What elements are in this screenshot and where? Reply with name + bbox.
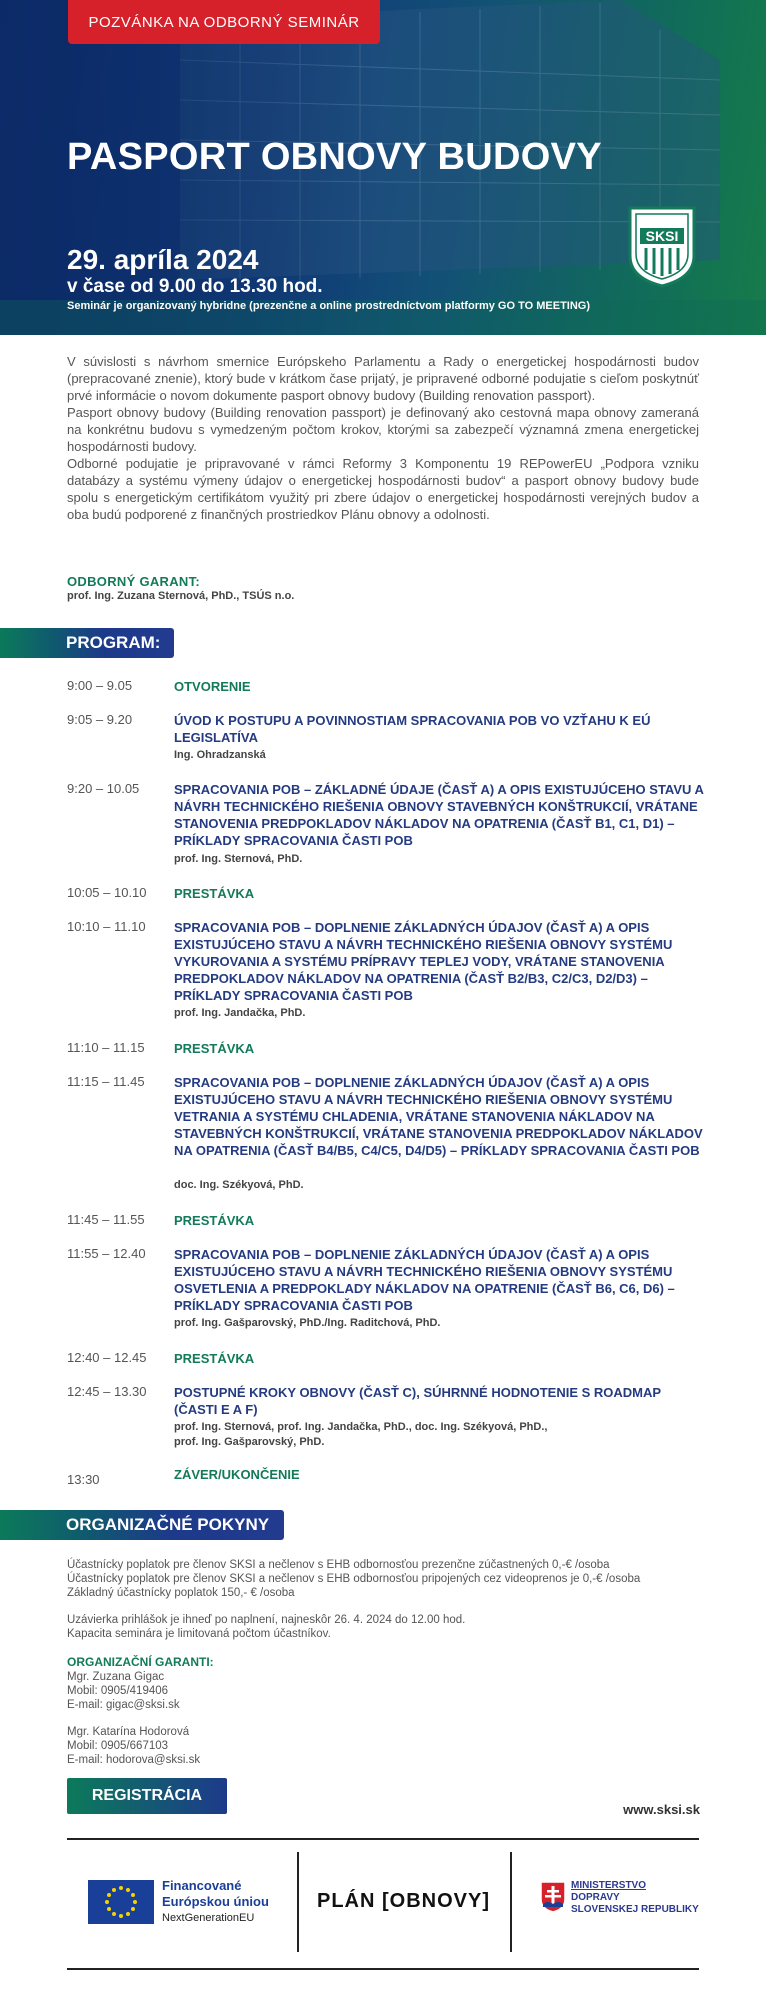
- program-time: 12:45 – 13.30: [67, 1384, 147, 1399]
- guarantor-email[interactable]: E-mail: gigac@sksi.sk: [67, 1699, 180, 1711]
- hybrid-note: Seminár je organizovaný hybridne (prezenčne a online prostredníctvom platformy GO TO MEETING): [67, 300, 591, 312]
- slovak-coat-of-arms-icon: [540, 1881, 566, 1913]
- program-time: 11:45 – 11.55: [67, 1212, 145, 1227]
- guarantor-name: Mgr. Zuzana Gigac: [67, 1671, 165, 1683]
- program-title: PRESTÁVKA: [174, 1213, 255, 1228]
- program-time: 9:20 – 10.05: [67, 781, 140, 796]
- program-time: 9:05 – 9.20: [67, 712, 133, 727]
- program-title: SPRACOVANIA POB – DOPLNENIE ZÁKLADNÝCH ÚDAJOV (ČASŤ A) A OPIS EXISTUJÚCEHO STAVU A NÁVRH TECHNICKÉHO RIEŠENIA OBNOVY SYSTÉMU OSVETLENIA A PREDPOKLADY NÁKLADOV NA OPATRENIE (ČASŤ B6, C6, D6) – PRÍKLADY SPRACOVANIA ČASTI POB: [174, 1247, 675, 1313]
- intro-paragraph: Odborné podujatie je pripravované v rámci Reformy 3 Komponentu 19 REPowerEU „Podpora vzniku databázy a systému výmeny údajov o energetickej hospodárnosti budov“ a pasport obnovy budovy bude spolu s energetickým certifikátom využitý pri zbere údajov o energetickej hospodárnosti verejných budov a oba budú podporené z finančných prostriedkov Plánu obnovy a odolnosti.: [67, 456, 699, 522]
- divider: [67, 1968, 699, 1970]
- ministry-line: DOPRAVY: [571, 1892, 620, 1903]
- program-time: 11:10 – 11.15: [67, 1040, 145, 1055]
- website-link[interactable]: www.sksi.sk: [623, 1802, 700, 1817]
- program-title: SPRACOVANIA POB – ZÁKLADNÉ ÚDAJE (ČASŤ A) A OPIS EXISTUJÚCEHO STAVU A NÁVRH TECHNICKÉHO RIEŠENIA OBNOVY STAVEBNÝCH KONŠTRUKCIÍ, VRÁTANE STANOVENIA PREDPOKLADOV NÁKLADOV NA OPATRENIA (ČASŤ B1, C1, D1) – PRÍKLADY SPRACOVANIA ČASTI POB: [174, 782, 704, 848]
- program-speaker: prof. Ing. Jandačka, PhD.: [174, 1007, 306, 1019]
- plan-obnovy-logo: PLÁN [OBNOVY]: [317, 1890, 490, 1912]
- program-time: 12:40 – 12.45: [67, 1350, 147, 1365]
- fee-line: Základný účastnícky poplatok 150,- € /osoba: [67, 1587, 295, 1599]
- page-title: PASPORT OBNOVY BUDOVY: [67, 136, 602, 178]
- ministry-logo-text: [571, 1880, 699, 1916]
- fee-line: Účastnícky poplatok pre členov SKSI a nečlenov s EHB odbornosťou pripojených cez videoprenos je 0,-€ /osoba: [67, 1573, 641, 1585]
- program-title: POSTUPNÉ KROKY OBNOVY (ČASŤ C), SÚHRNNÉ HODNOTENIE S ROADMAP (ČASTI E A F): [174, 1385, 661, 1417]
- program-time: 10:05 – 10.10: [67, 885, 147, 900]
- hero-banner: [0, 0, 766, 335]
- program-title: ZÁVER/UKONČENIE: [174, 1467, 300, 1482]
- eu-line: Financované: [162, 1878, 242, 1893]
- guarantor-name: Mgr. Katarína Hodorová: [67, 1726, 190, 1738]
- program-title: SPRACOVANIA POB – DOPLNENIE ZÁKLADNÝCH ÚDAJOV (ČASŤ A) A OPIS EXISTUJÚCEHO STAVU A NÁVRH TECHNICKÉHO RIEŠENIA OBNOVY SYSTÉMU VETRANIA A SYSTÉMU CHLADENIA, VRÁTANE STANOVENIA NÁKLADOV NA STAVEBNÝCH KONŠTRUKCIÍ, VRÁTANE STANOVENIA PREDPOKLADOV NÁKLADOV NA OPATRENIA (ČASŤ B4/B5, C4/C5, D4/D5) – PRÍKLADY SPRACOVANIA ČASTI POB: [174, 1075, 703, 1158]
- expert-guarantor-title: ODBORNÝ GARANT:: [67, 574, 201, 589]
- event-time: v čase od 9.00 do 13.30 hod.: [67, 276, 323, 297]
- registration-button[interactable]: REGISTRÁCIA: [67, 1778, 227, 1814]
- logo-separator: [510, 1852, 512, 1952]
- ministry-line: MINISTERSTVO: [571, 1880, 647, 1891]
- program-speaker: prof. Ing. Sternová, PhD.: [174, 853, 303, 865]
- deadline-text: Uzávierka prihlášok je ihneď po naplnení, najneskôr 26. 4. 2024 do 12.00 hod.: [67, 1614, 466, 1626]
- guarantor-email[interactable]: E-mail: hodorova@sksi.sk: [67, 1754, 201, 1766]
- program-title: SPRACOVANIA POB – DOPLNENIE ZÁKLADNÝCH ÚDAJOV (ČASŤ A) A OPIS EXISTUJÚCEHO STAVU A NÁVRH TECHNICKÉHO RIEŠENIA OBNOVY SYSTÉMU VYKUROVANIA A SYSTÉMU PRÍPRAVY TEPLEJ VODY, VRÁTANE STANOVENIA PREDPOKLADOV NÁKLADOV NA OPATRENIA (ČASŤ B2/B3, C2/C3, D2/D3) – PRÍKLADY SPRACOVANIA ČASTI POB: [174, 920, 673, 1003]
- intro-text: [67, 353, 699, 523]
- intro-paragraph: V súvislosti s návrhom smernice Európskeho Parlamentu a Rady o energetickej hospodárnosti budov (prepracované znenie), ktorý bude v krátkom čase prijatý, je pripravené odborné podujatie s cieľom poskytnúť prvé informácie o novom dokumente pasport obnovy budovy (Building renovation passport).: [67, 354, 699, 403]
- program-time: 11:15 – 11.45: [67, 1074, 145, 1089]
- program-time: 10:10 – 11.10: [67, 919, 146, 934]
- program-speaker: doc. Ing. Székyová, PhD.: [174, 1179, 304, 1191]
- eu-line: Európskou úniou: [162, 1894, 269, 1909]
- intro-paragraph: Pasport obnovy budovy (Building renovation passport) je definovaný ako cestovná mapa obnovy zameraná na konkrétnu budovu s vymedzeným počtom krokov, ktorými sa zabezpečí významná zmena energetickej hospodárnosti budovy.: [67, 405, 699, 454]
- program-time: 9:00 – 9.05: [67, 678, 133, 693]
- program-title: ÚVOD K POSTUPU A POVINNOSTIAM SPRACOVANIA POB VO VZŤAHU K EÚ LEGISLATÍVA: [174, 713, 651, 745]
- sksi-logo: [626, 204, 698, 288]
- organization-heading: ORGANIZAČNÉ POKYNY: [66, 1515, 270, 1534]
- program-heading: PROGRAM:: [66, 633, 161, 652]
- fee-line: Účastnícky poplatok pre členov SKSI a nečlenov s EHB odbornosťou prezenčne zúčastnených 0,-€ /osoba: [67, 1559, 610, 1571]
- event-date: 29. apríla 2024: [67, 244, 259, 275]
- invitation-tag: POZVÁNKA NA ODBORNÝ SEMINÁR: [68, 0, 380, 44]
- program-title: OTVORENIE: [174, 679, 251, 694]
- divider: [67, 1838, 699, 1840]
- program-title: PRESTÁVKA: [174, 1041, 255, 1056]
- program-time: 11:55 – 12.40: [67, 1246, 146, 1261]
- eu-funding-text: [162, 1878, 269, 1926]
- program-title: PRESTÁVKA: [174, 1351, 255, 1366]
- guarantor-mobile: Mobil: 0905/667103: [67, 1740, 169, 1752]
- svg-text:SKSI: SKSI: [645, 228, 679, 244]
- program-title: PRESTÁVKA: [174, 886, 255, 901]
- program-speaker: Ing. Ohradzanská: [174, 749, 266, 761]
- ministry-line: SLOVENSKEJ REPUBLIKY: [571, 1904, 699, 1915]
- program-heading-bar: [0, 628, 174, 658]
- guarantor-mobile: Mobil: 0905/419406: [67, 1685, 169, 1697]
- eu-flag-icon: [88, 1880, 154, 1924]
- expert-guarantor-name: prof. Ing. Zuzana Sternová, PhD., TSÚS n.o.: [67, 590, 295, 602]
- program-time: 13:30: [67, 1472, 100, 1487]
- logo-separator: [297, 1852, 299, 1952]
- eu-line: NextGenerationEU: [162, 1912, 255, 1924]
- organization-heading-bar: [0, 1510, 284, 1540]
- organizing-guarantors-title: ORGANIZAČNÍ GARANTI:: [67, 1655, 214, 1669]
- program-speaker: prof. Ing. Gašparovský, PhD./Ing. Raditchová, PhD.: [174, 1317, 441, 1329]
- program-speaker: prof. Ing. Sternová, prof. Ing. Jandačka, PhD., doc. Ing. Székyová, PhD., prof. Ing. Gašparovský, PhD.: [174, 1421, 548, 1448]
- capacity-text: Kapacita seminára je limitovaná počtom účastníkov.: [67, 1628, 331, 1640]
